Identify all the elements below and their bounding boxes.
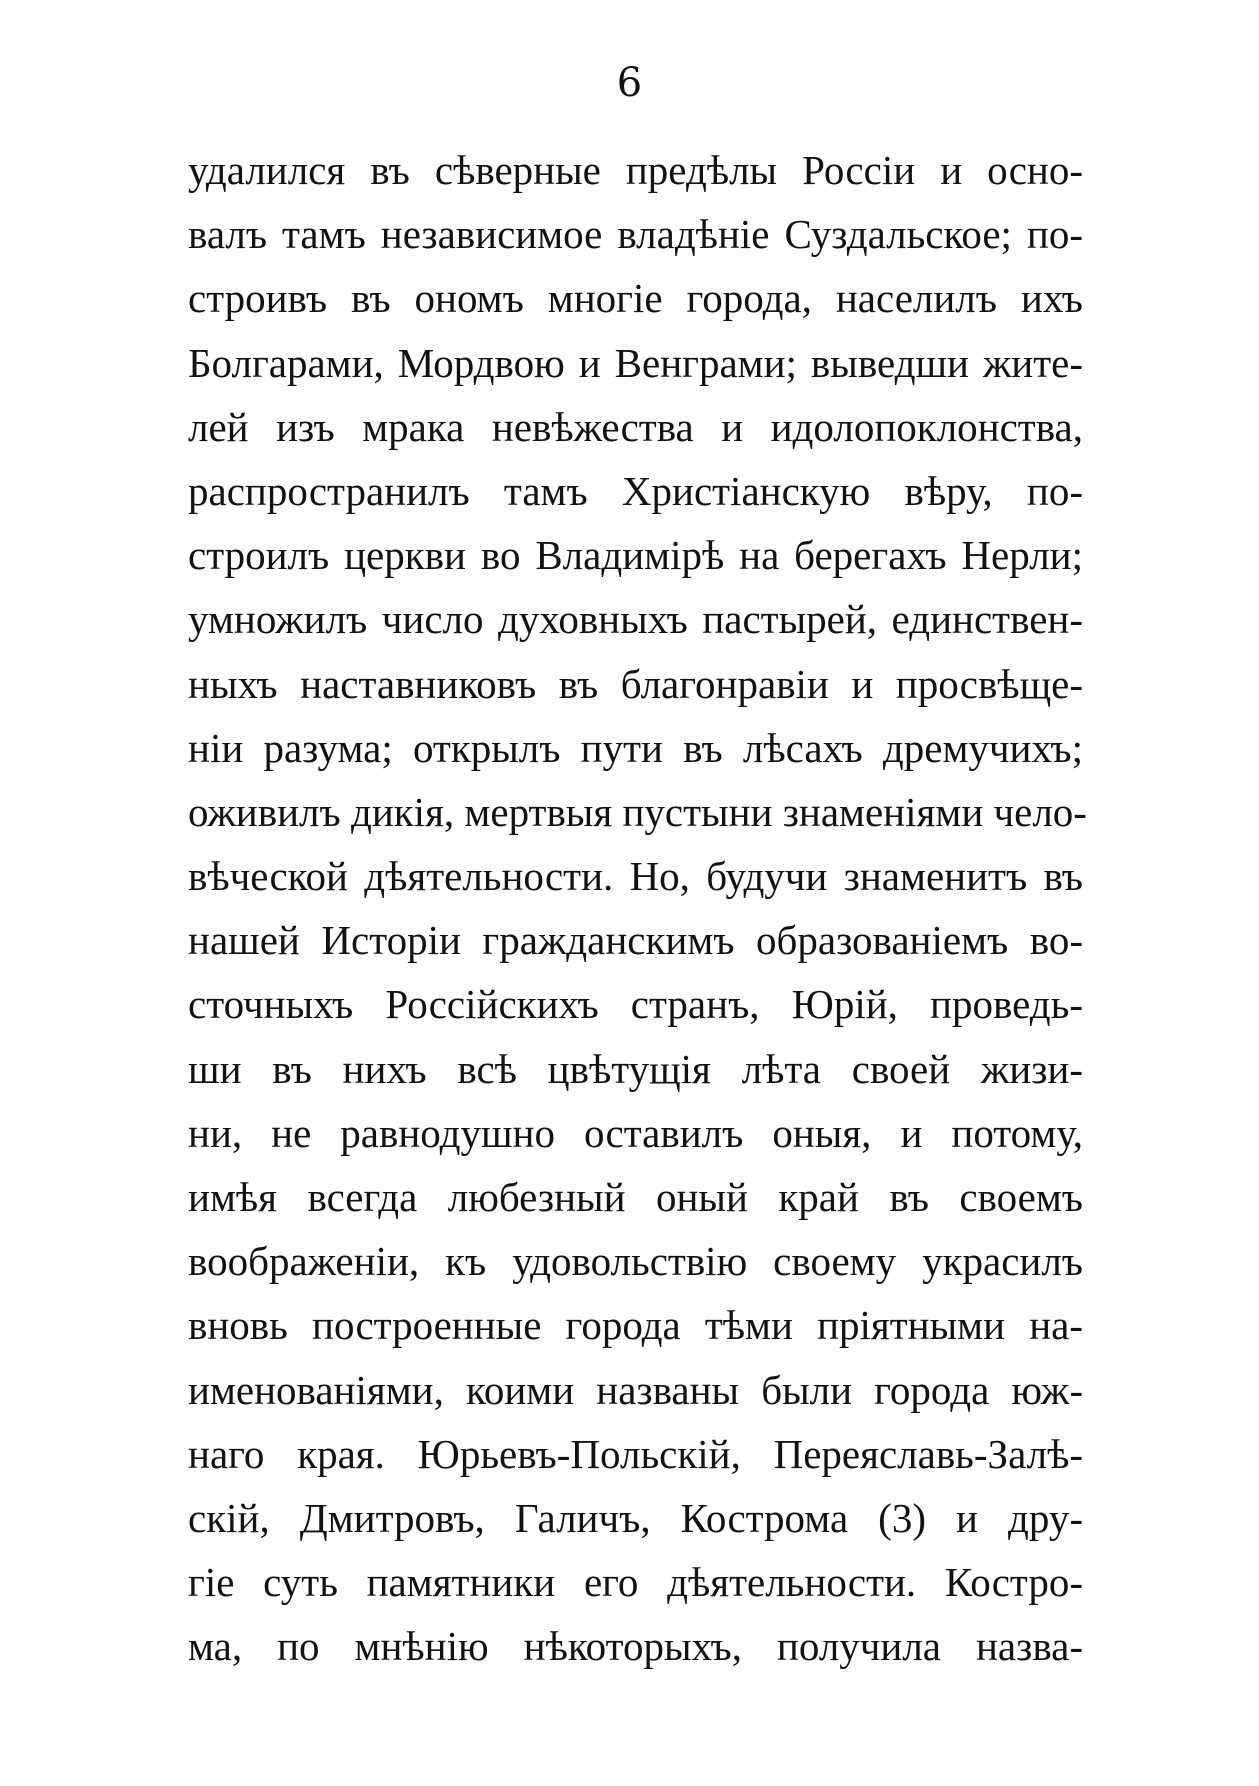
text-line: ни, не равнодушно оставилъ оныя, и потому, [188,1109,1083,1156]
text-line: наго края. Юрьевъ-Польскій, Переяславь-Залѣ- [188,1430,1083,1477]
page-number: 6 [616,60,643,106]
body-text [188,138,1087,1679]
text-line: скій, Дмитровъ, Галичъ, Кострома (3) и дру- [188,1494,1083,1541]
text-line: вѣческой дѣятельности. Но, будучи знаменитъ въ [188,853,1083,900]
text-line: распространилъ тамъ Христіанскую вѣру, по- [188,467,1083,514]
text-line: сточныхъ Россійскихъ странъ, Юрій, проведь- [188,981,1083,1028]
text-line: валъ тамъ независимое владѣніе Суздальское; по- [188,211,1083,258]
text-line: удалился въ сѣверные предѣлы Россіи и осно- [188,147,1083,193]
text-line: гіе суть памятники его дѣятельности. Костро- [188,1559,1083,1606]
text-line: имѣя всегда любезный оный край въ своемъ [188,1174,1083,1220]
text-line: нашей Исторіи гражданскимъ образованіемъ во- [188,917,1083,964]
text-line: ма, по мнѣнію нѣкоторыхъ, получила назва- [188,1623,1083,1670]
text-line: именованіями, коими названы были города юж- [188,1366,1083,1413]
text-line: лей изъ мрака невѣжества и идолопоклонства, [188,403,1083,450]
text-line: строилъ церкви во Владимірѣ на берегахъ Нерли; [188,532,1083,579]
text-line: ши въ нихъ всѣ цвѣтущія лѣта своей жизи- [188,1045,1083,1092]
text-line: ніи разума; открылъ пути въ лѣсахъ дремучихъ; [188,724,1083,771]
text-line: вновь построенные города тѣми пріятными на- [188,1302,1083,1349]
text-line: воображеніи, къ удовольствію своему украсилъ [188,1238,1083,1285]
text-line: оживилъ дикія, мертвыя пустыни знаменіями чело- [188,788,1087,835]
text-line: умножилъ число духовныхъ пастырей, единствен- [188,596,1083,643]
text-line: строивъ въ ономъ многіе города, населилъ ихъ [188,275,1083,322]
text-line: Болгарами, Мордвою и Венграми; выведши жите- [188,339,1083,386]
text-line: ныхъ наставниковъ въ благонравіи и просвѣще- [188,660,1083,707]
